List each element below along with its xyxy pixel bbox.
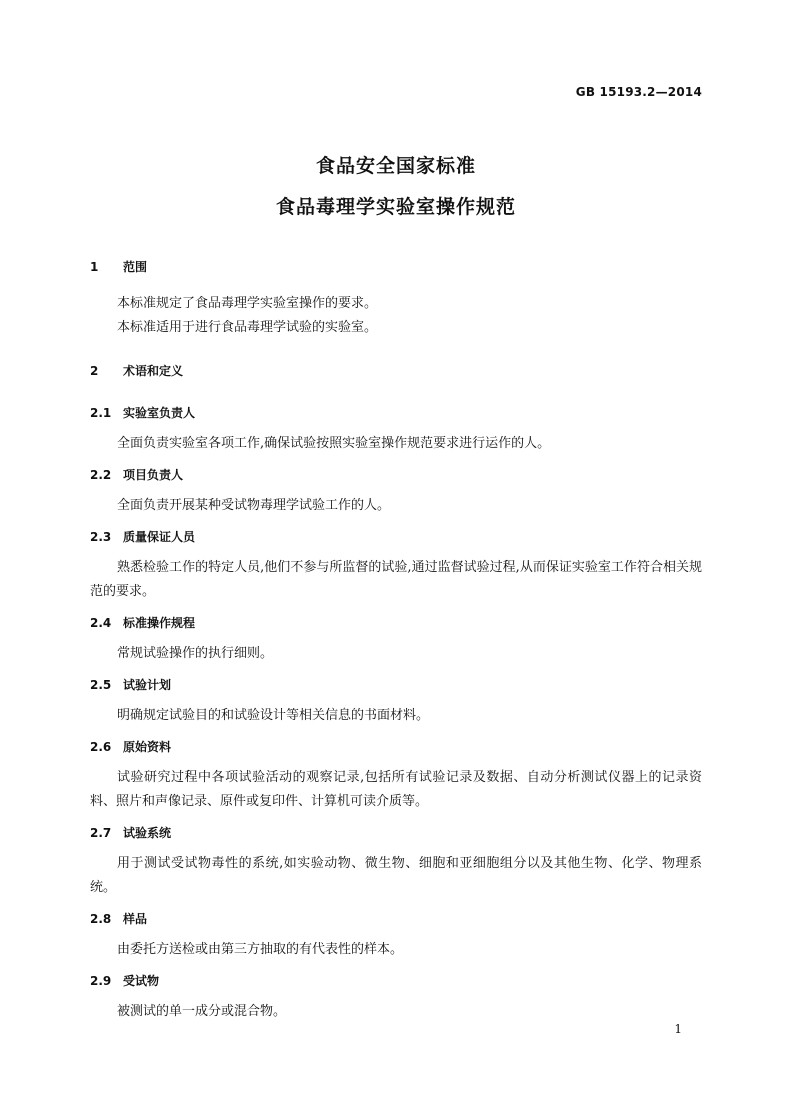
subsection-heading — [90, 970, 702, 992]
section-title: 标准操作规程 — [123, 616, 196, 630]
subsection-heading — [90, 674, 702, 696]
standard-code: GB 15193.2—2014 — [575, 85, 702, 99]
paragraph: 熟悉检验工作的特定人员,他们不参与所监督的试验,通过监督试验过程,从而保证实验室工作符合相关规范的要求。 — [90, 560, 702, 599]
section-title: 项目负责人 — [123, 468, 184, 482]
subsection-heading — [90, 526, 702, 548]
section-title: 原始资料 — [123, 740, 172, 754]
section-number: 2.5 — [90, 678, 112, 692]
page-number: 1 — [674, 1022, 682, 1036]
document-title: 食品安全国家标准 — [315, 155, 476, 177]
subsection-heading — [90, 736, 702, 758]
section-title: 受试物 — [123, 974, 160, 988]
paragraph: 被测试的单一成分或混合物。 — [117, 1004, 287, 1019]
subsection-heading — [90, 464, 702, 486]
section-number: 2.7 — [90, 826, 112, 840]
paragraph: 全面负责实验室各项工作,确保试验按照实验室操作规范要求进行运作的人。 — [117, 436, 551, 451]
section-number: 2.8 — [90, 912, 112, 926]
section-number: 2.2 — [90, 468, 112, 482]
paragraph: 全面负责开展某种受试物毒理学试验工作的人。 — [117, 498, 391, 513]
subsection-heading — [90, 612, 702, 634]
paragraph: 由委托方送检或由第三方抽取的有代表性的样本。 — [117, 942, 404, 957]
section-number: 2 — [90, 364, 99, 378]
section-title: 实验室负责人 — [123, 406, 196, 420]
section-title: 术语和定义 — [123, 364, 184, 378]
section-title: 样品 — [123, 912, 148, 926]
section-number: 2.9 — [90, 974, 112, 988]
section-number: 2.1 — [90, 406, 112, 420]
section-title: 质量保证人员 — [123, 530, 196, 544]
paragraph: 常规试验操作的执行细则。 — [117, 646, 274, 661]
paragraph: 用于测试受试物毒性的系统,如实验动物、微生物、细胞和亚细胞组分以及其他生物、化学、物理系统。 — [90, 856, 702, 895]
section-heading — [90, 360, 702, 382]
section-heading — [90, 256, 702, 278]
paragraph: 本标准适用于进行食品毒理学试验的实验室。 — [117, 320, 378, 335]
subsection-heading — [90, 822, 702, 844]
section-number: 1 — [90, 260, 99, 274]
subsection-heading — [90, 908, 702, 930]
section-number: 2.4 — [90, 616, 112, 630]
subsection-heading — [90, 402, 702, 424]
section-number: 2.3 — [90, 530, 112, 544]
paragraph: 本标准规定了食品毒理学实验室操作的要求。 — [117, 296, 378, 311]
document-body — [90, 256, 702, 1024]
section-title: 试验系统 — [123, 826, 172, 840]
paragraph: 试验研究过程中各项试验活动的观察记录,包括所有试验记录及数据、自动分析测试仪器上的记录资料、照片和声像记录、原件或复印件、计算机可读介质等。 — [90, 770, 702, 809]
section-number: 2.6 — [90, 740, 112, 754]
section-title: 范围 — [123, 260, 148, 274]
section-title: 试验计划 — [123, 678, 172, 692]
paragraph: 明确规定试验目的和试验设计等相关信息的书面材料。 — [117, 708, 430, 723]
document-subtitle: 食品毒理学实验室操作规范 — [275, 196, 516, 218]
